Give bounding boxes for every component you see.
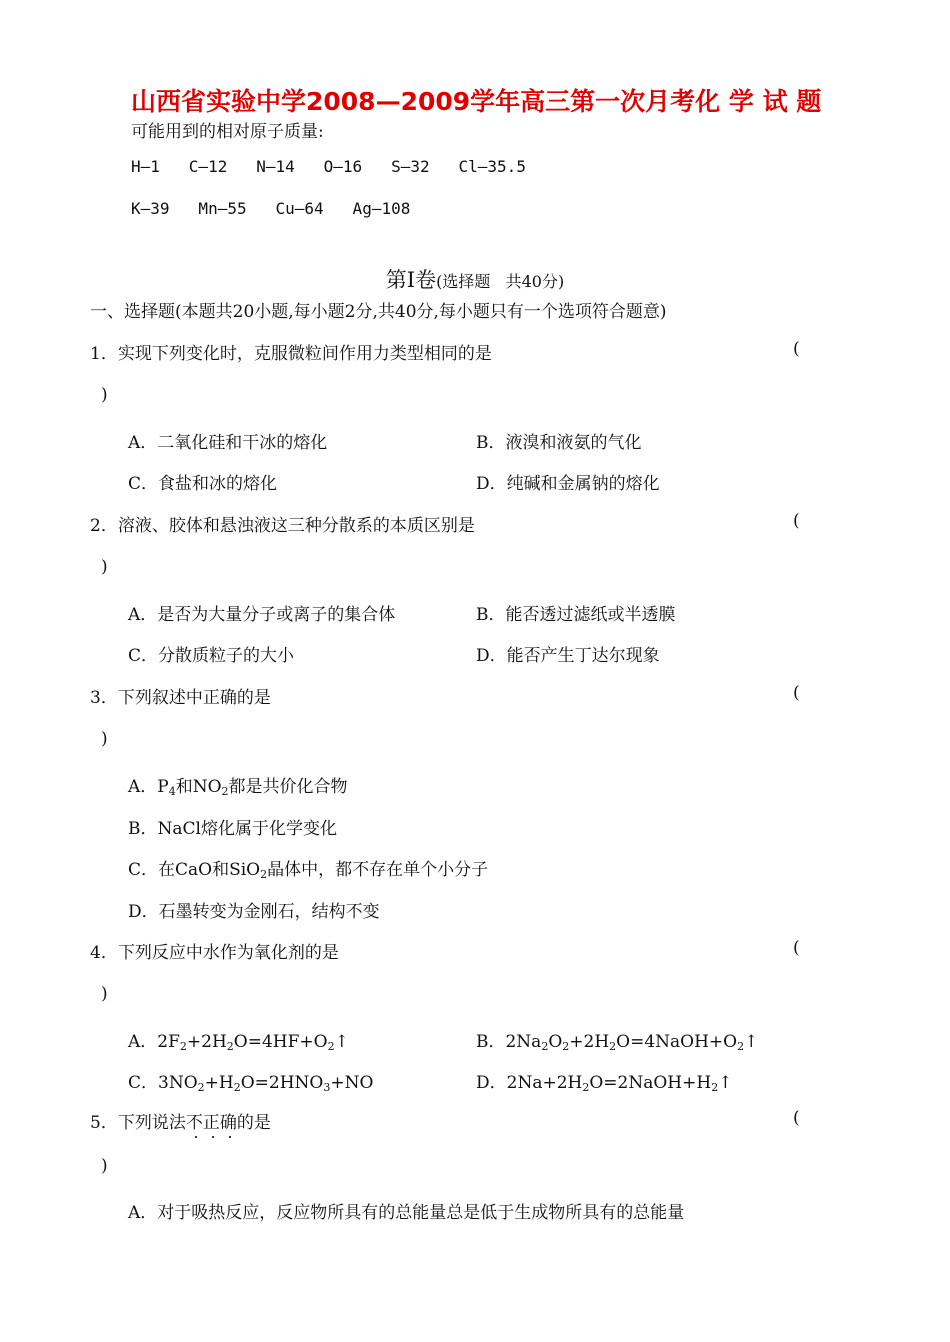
q4-stem: 4．下列反应中水作为氧化剂的是 bbox=[90, 943, 339, 963]
part1-heading bbox=[0, 264, 950, 294]
q4-answer-paren-open: ( bbox=[793, 938, 800, 958]
q2-option-a: A．是否为大量分子或离子的集合体 bbox=[128, 605, 396, 625]
q5-answer-paren-close: ) bbox=[101, 1156, 108, 1176]
q5-option-a: A．对于吸热反应，反应物所具有的总能量总是低于生成物所具有的总能量 bbox=[128, 1203, 685, 1223]
q2-stem: 2．溶液、胶体和悬浊液这三种分散系的本质区别是 bbox=[90, 516, 475, 536]
q4-answer-paren-close: ) bbox=[101, 984, 108, 1004]
q3-option-c: C．在CaO和SiO$_2$晶体中，都不存在单个小分子 bbox=[128, 860, 489, 881]
atomic-mass-heading: 可能用到的相对原子质量: bbox=[131, 122, 324, 142]
q4-option-a: A．$2F_2+2H_2O=4HF+O_2↑$ bbox=[128, 1032, 349, 1053]
q3-answer-paren-close: ) bbox=[101, 729, 108, 749]
q1-option-a: A．二氧化硅和干冰的熔化 bbox=[128, 433, 328, 453]
q2-answer-paren-close: ) bbox=[101, 557, 108, 577]
part1-title: 第Ⅰ卷 bbox=[385, 268, 437, 292]
q4-option-c: C．$3NO_2+H_2O=2HNO_3+NO$ bbox=[128, 1073, 374, 1094]
emphasis-not-correct: 不正确 bbox=[185, 1113, 237, 1133]
section1-instructions: 一、选择题(本题共20小题,每小题2分,共40分,每小题只有一个选项符合题意) bbox=[90, 302, 667, 322]
q1-answer-paren-close: ) bbox=[101, 385, 108, 405]
q2-answer-paren-open: ( bbox=[793, 511, 800, 531]
q2-option-b: B．能否透过滤纸或半透膜 bbox=[476, 605, 676, 625]
q5-answer-paren-open: ( bbox=[793, 1108, 800, 1128]
q4-option-b: B．$2Na_2O_2+2H_2O=4NaOH+O_2↑$ bbox=[476, 1032, 759, 1053]
q1-stem: 1．实现下列变化时，克服微粒间作用力类型相同的是 bbox=[90, 344, 492, 364]
q3-option-d: D．石墨转变为金刚石，结构不变 bbox=[128, 902, 380, 922]
q2-option-d: D．能否产生丁达尔现象 bbox=[476, 646, 660, 666]
atomic-mass-line-1: H—1 C—12 N—14 O—16 S—32 Cl—35.5 bbox=[131, 157, 526, 176]
q2-option-c: C．分散质粒子的大小 bbox=[128, 646, 295, 666]
atomic-mass-line-2: K—39 Mn—55 Cu—64 Ag—108 bbox=[131, 199, 411, 218]
q3-option-b: B．NaCl熔化属于化学变化 bbox=[128, 819, 337, 839]
q3-answer-paren-open: ( bbox=[793, 683, 800, 703]
q3-stem: 3．下列叙述中正确的是 bbox=[90, 688, 271, 708]
q1-option-c: C．食盐和冰的熔化 bbox=[128, 474, 278, 494]
q4-option-d: D．$2Na+2H_2O=2NaOH+H_2↑$ bbox=[476, 1073, 733, 1094]
q3-option-a: A．$P_4$和$NO_2$都是共价化合物 bbox=[128, 777, 348, 798]
exam-title: 山西省实验中学2008—2009学年高三第一次月考化 学 试 题 bbox=[131, 87, 822, 116]
q5-stem: 5．下列说法不正确的是 bbox=[90, 1113, 271, 1133]
q1-answer-paren-open: ( bbox=[793, 339, 800, 359]
q1-option-b: B．液溴和液氨的气化 bbox=[476, 433, 642, 453]
part1-subtitle: (选择题 共40分) bbox=[436, 272, 565, 291]
q1-option-d: D．纯碱和金属钠的熔化 bbox=[476, 474, 660, 494]
